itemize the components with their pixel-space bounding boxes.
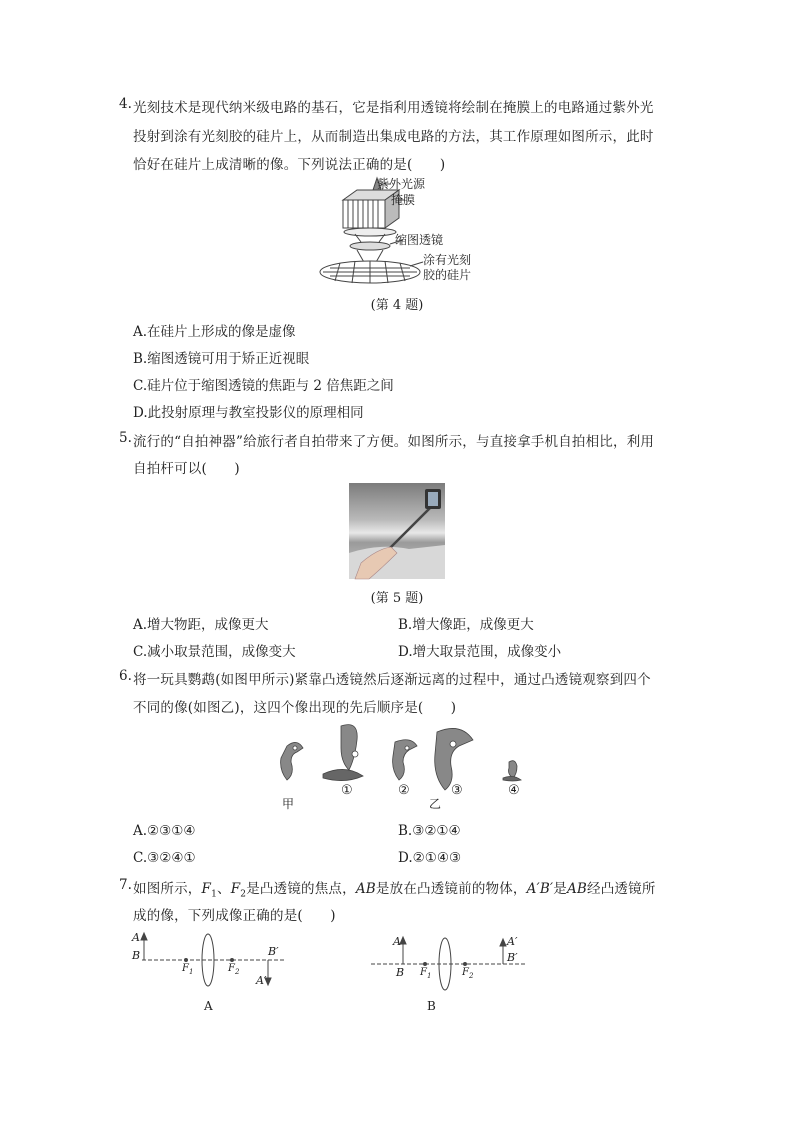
q6-option-b: B.③②①④ [398,823,461,839]
q7-stem-line1: 如图所示，$F_1$、$F_2$是凸透镜的焦点，AB是放在凸透镜前的物体，A′B′是AB经凸透镜所 [133,881,656,900]
q7a-option-label: A [204,999,213,1013]
q6-label-n3: ③ [451,783,463,798]
q4-caption: (第 4 题) [370,298,424,313]
q7a-label-F1: $F_1$ [182,963,194,976]
q6-label-n2: ② [398,783,410,798]
q7a-label-A: A [132,931,140,944]
q4-label-uv: 紫外光源 [377,177,426,191]
q4-number: 4. [119,96,132,112]
q6-label-n4: ④ [508,783,520,798]
q5-stem-line1: 流行的“自拍神器”给旅行者自拍带来了方便。如图所示，与直接拿手机自拍相比，利用 [133,434,655,450]
q6-option-c: C.③②④① [133,850,196,866]
q4-stem-line2: 投射到涂有光刻胶的硅片上，从而制造出集成电路的方法，其工作原理如图所示，此时 [133,129,654,145]
q7b-option-label: B [427,999,436,1013]
q5-stem-line2: 自拍杆可以( ) [133,461,240,477]
selfie-stick-drawing [349,483,445,579]
q4-lithography-figure [315,176,485,288]
q4-option-a: A.在硅片上形成的像是虚像 [133,324,296,340]
q7a-label-F2: $F_2$ [228,963,240,976]
q6-label-yi: 乙 [429,797,442,811]
q6-label-jia: 甲 [282,797,295,811]
q7a-label-Ap: A′ [256,974,267,987]
q4-label-mask: 掩膜 [391,193,416,207]
q7b-label-A: A [393,935,401,948]
selfie-stick-photo [349,483,445,579]
q4-stem-line3: 恰好在硅片上成清晰的像。下列说法正确的是( ) [133,157,446,173]
q6-stem-line2: 不同的像(如图乙)，这四个像出现的先后顺序是( ) [133,700,457,716]
q5-caption: (第 5 题) [370,591,424,606]
q7b-label-Ap: A′ [507,935,518,948]
q5-option-b: B.增大像距，成像更大 [398,617,534,633]
q6-parrot-figure [265,718,535,811]
q4-label-wafer2: 胶的硅片 [423,268,472,282]
q7-stem-line2: 成的像，下列成像正确的是( ) [133,908,336,924]
q7b-label-F2: $F_2$ [462,967,474,980]
q7-figure-a [128,928,298,1020]
q4-option-d: D.此投射原理与教室投影仪的原理相同 [133,405,364,421]
q5-option-a: A.增大物距，成像更大 [133,617,269,633]
q7b-label-Bp: B′ [507,951,518,964]
q7b-label-F1: $F_1$ [420,967,432,980]
q6-stem-line1: 将一玩具鹦鹉(如图甲所示)紧靠凸透镜然后逐渐远离的过程中，通过凸透镜观察到四个 [133,672,651,688]
q5-option-d: D.增大取景范围，成像变小 [398,644,562,660]
q7-number: 7. [119,877,132,893]
q4-stem-line1: 光刻技术是现代纳米级电路的基石，它是指利用透镜将绘制在掩膜上的电路通过紫外光 [133,100,654,116]
q6-option-a: A.②③①④ [133,823,196,839]
q6-number: 6. [119,668,132,684]
q4-label-wafer1: 涂有光刻 [423,253,472,267]
q4-label-lens: 缩图透镜 [395,233,444,247]
q4-option-b: B.缩图透镜可用于矫正近视眼 [133,351,310,367]
q4-option-c: C.硅片位于缩图透镜的焦距与 2 倍焦距之间 [133,378,394,394]
q6-label-n1: ① [341,783,353,798]
q5-number: 5. [119,430,132,446]
q7b-label-B: B [396,966,405,979]
q7a-label-Bp: B′ [268,945,279,958]
q7a-label-B: B [132,949,141,962]
q5-option-c: C.减小取景范围，成像变大 [133,644,296,660]
q7-figure-b [365,928,535,1020]
q6-option-d: D.②①④③ [398,850,462,866]
